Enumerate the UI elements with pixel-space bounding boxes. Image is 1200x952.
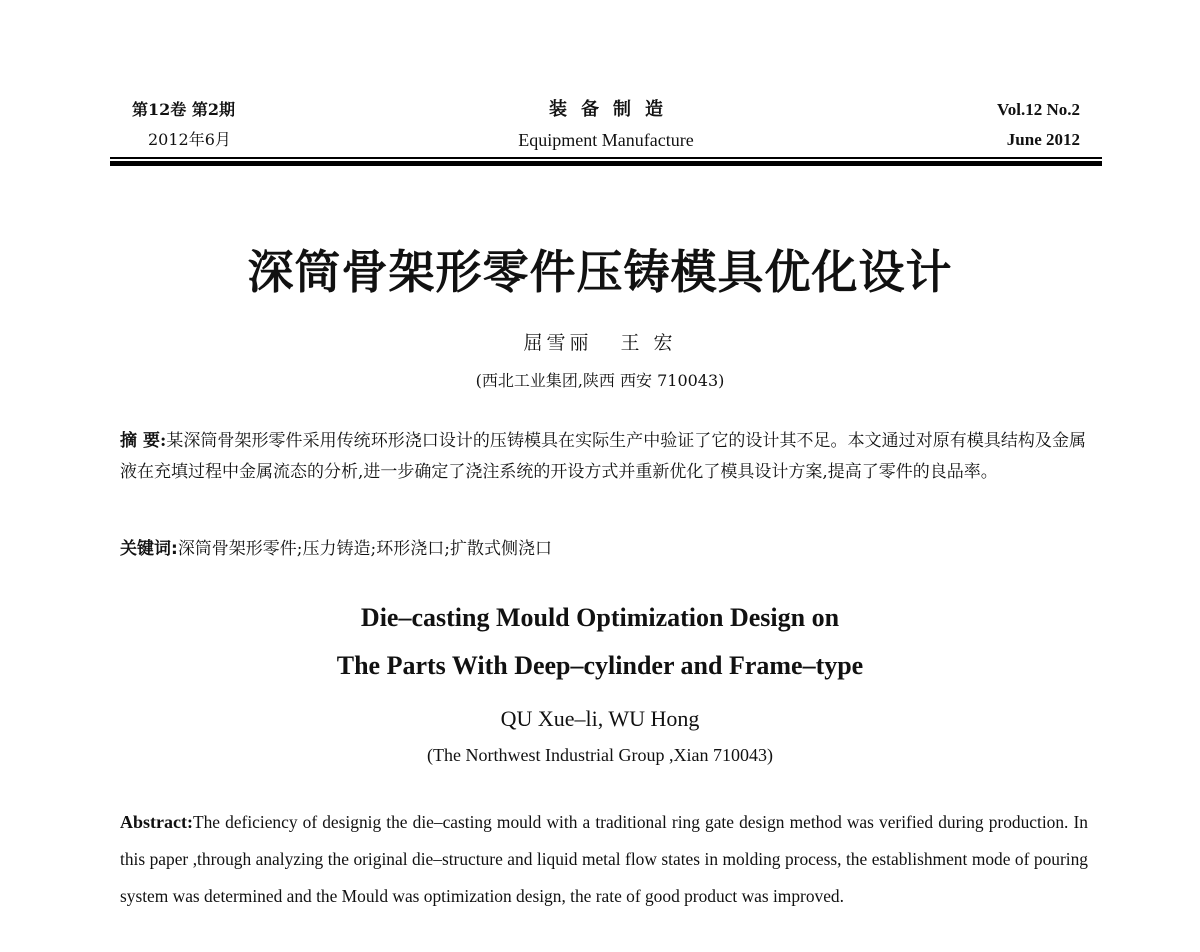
header-rule-thin xyxy=(110,157,1102,159)
abstract-cn-text: 某深筒骨架形零件采用传统环形浇口设计的压铸模具在实际生产中验证了它的设计其不足。本文通过对原有模具结构及金属液在充填过程中金属流态的分析,进一步确定了浇注系统的开设方式并重新优化了模具设计方案,提高了零件的良品率。 xyxy=(120,431,1086,482)
journal-name-en: Equipment Manufacture xyxy=(518,130,694,150)
abstract-cn xyxy=(120,426,1086,488)
paper-title-en-line1: Die–casting Mould Optimization Design on xyxy=(360,603,840,632)
affiliation-en: (The Northwest Industrial Group ,Xian 710043) xyxy=(427,745,773,765)
date-en: June 2012 xyxy=(1006,130,1080,149)
authors-cn xyxy=(0,328,1200,355)
keywords-cn xyxy=(120,534,1086,565)
volume-issue-cn: 第12卷 第2期 xyxy=(132,100,235,119)
abstract-en-label: Abstract: xyxy=(120,812,193,832)
date-cn: 2012年6月 xyxy=(148,130,231,149)
abstract-cn-label: 摘 要: xyxy=(120,431,167,451)
authors-en: QU Xue–li, WU Hong xyxy=(500,706,700,731)
journal-name-cn: 装备制造 xyxy=(549,99,677,120)
header-rule-thick xyxy=(110,161,1102,166)
header-right xyxy=(997,95,1080,155)
header-center xyxy=(110,95,1102,155)
author-cn-1: 屈雪丽 xyxy=(523,332,593,354)
keywords-cn-label: 关键词: xyxy=(120,539,178,559)
abstract-en xyxy=(120,804,1088,915)
abstract-en-text: The deficiency of designig the die–casting mould with a traditional ring gate design method was verified during production. In this paper ,through analyzing the original die–structure and liquid metal flow states in molding process, the establishment mode of pouring system was determined and the Mould was optimization design, the rate of good product was improved. xyxy=(120,812,1088,906)
paper-title-en-line2: The Parts With Deep–cylinder and Frame–type xyxy=(336,651,864,680)
affiliation-cn: (西北工业集团,陕西 西安 710043) xyxy=(475,371,725,390)
author-cn-2: 王 宏 xyxy=(620,332,677,354)
journal-header xyxy=(110,95,1102,155)
paper-title-cn: 深筒骨架形零件压铸模具优化设计 xyxy=(247,245,953,299)
volume-issue-en: Vol.12 No.2 xyxy=(997,100,1080,119)
paper-title-en xyxy=(0,594,1200,690)
keywords-cn-text: 深筒骨架形零件;压力铸造;环形浇口;扩散式侧浇口 xyxy=(177,539,552,559)
